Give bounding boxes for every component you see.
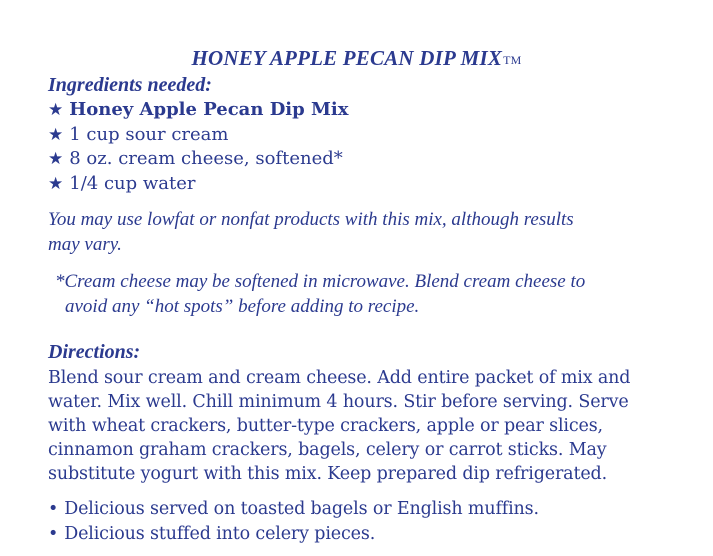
ingredient-item [48,172,349,197]
bullet-icon: • [48,499,59,519]
bullet-icon: • [48,524,59,544]
directions-line: cinnamon graham crackers, bagels, celery or carrot sticks. May [48,440,607,460]
lowfat-note [48,207,574,257]
cream-note-line: avoid any “hot spots” before adding to recipe. [65,296,420,317]
tip-text: Delicious stuffed into celery pieces. [64,524,376,544]
ingredient-text: Honey Apple Pecan Dip Mix [69,99,349,120]
lowfat-note-line: may vary. [48,234,122,255]
lowfat-note-line: You may use lowfat or nonfat products with this mix, although results [48,209,574,230]
ingredient-text: 1 cup sour cream [69,123,229,145]
ingredient-text: 8 oz. cream cheese, softened* [69,148,343,169]
cream-cheese-note [55,269,585,319]
star-icon: ★ [48,100,64,120]
directions-line: water. Mix well. Chill minimum 4 hours. Stir before serving. Serve [48,392,629,412]
directions-line: with wheat crackers, butter-type crackers, apple or pear slices, [48,416,603,436]
ingredient-item [48,123,349,148]
ingredient-item [48,147,349,172]
ingredient-item [48,98,349,123]
title-text: HONEY APPLE PECAN DIP MIX [191,46,503,70]
ingredients-list [48,98,349,196]
ingredient-text: 1/4 cup water [69,172,196,194]
star-icon: ★ [48,149,64,169]
tip-text: Delicious served on toasted bagels or English muffins. [64,499,539,519]
trademark-mark: TM [503,53,522,67]
directions-line: substitute yogurt with this mix. Keep prepared dip refrigerated. [48,464,608,484]
directions-heading: Directions: [48,341,141,363]
page-title [0,46,713,71]
star-icon: ★ [48,124,64,145]
tip-item [48,522,539,547]
cream-note-line: *Cream cheese may be softened in microwave. Blend cream cheese to [55,271,586,292]
tip-item [48,497,539,522]
directions-text [48,366,698,486]
tips-list [48,497,539,547]
star-icon: ★ [48,173,64,194]
ingredients-heading: Ingredients needed: [48,74,212,96]
directions-line: Blend sour cream and cream cheese. Add entire packet of mix and [48,368,631,388]
